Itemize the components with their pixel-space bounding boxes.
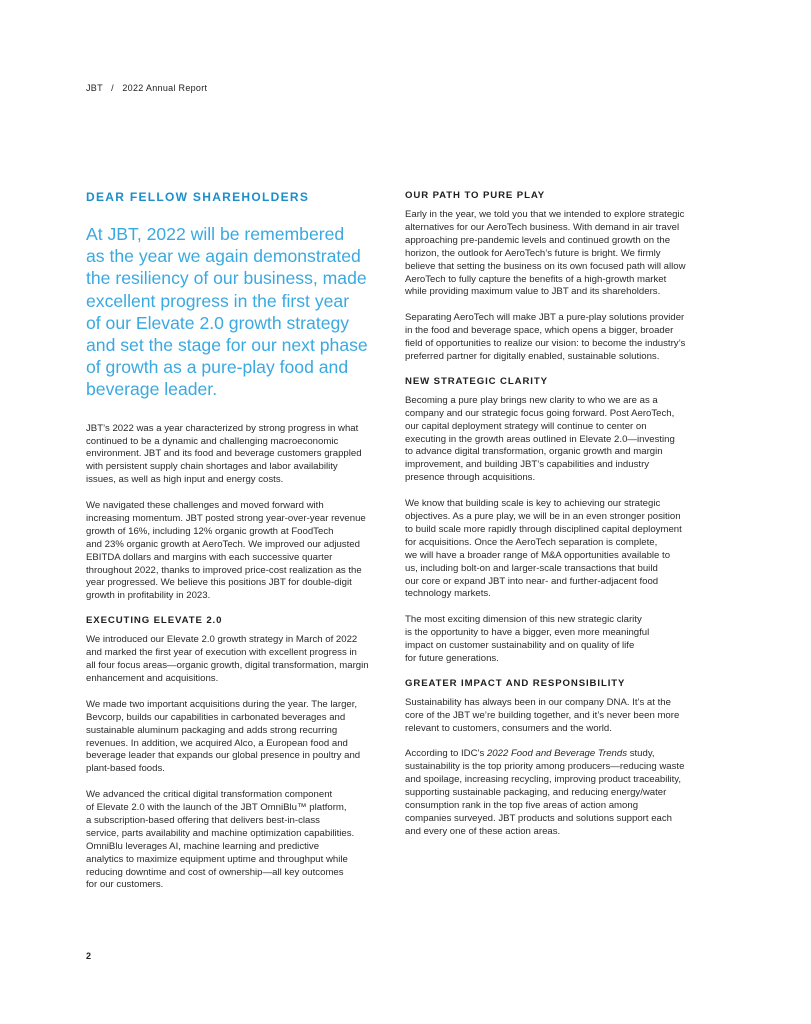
- text-line: [405, 748, 710, 761]
- text-line: year progressed. We believe this positions JBT for double-digit: [86, 577, 352, 589]
- text-line: throughout 2022, thanks to improved price-cost realization as the: [86, 564, 362, 576]
- text-line: a subscription-based offering that delivers best-in-class: [86, 814, 320, 826]
- page-number: 2: [86, 951, 92, 961]
- header-brand: JBT: [86, 83, 103, 93]
- text-line: issues, as well as high input and energy costs.: [86, 474, 284, 486]
- text-line: JBT’s 2022 was a year characterized by strong progress in what: [86, 422, 359, 434]
- text-line: Bevcorp, builds our capabilities in carbonated beverages and: [86, 711, 346, 723]
- text-line: all four focus areas—organic growth, digital transformation, margin: [86, 660, 369, 672]
- left-column: [86, 190, 386, 905]
- right-column: [405, 190, 710, 852]
- text-line: We know that building scale is key to achieving our strategic: [405, 498, 661, 510]
- text-line: continued to be a dynamic and challenging macroeconomic: [86, 435, 339, 447]
- text-line: and 23% organic growth at AeroTech. We improved our adjusted: [86, 538, 360, 550]
- text-line: in the food and beverage space, which opens a bigger, broader: [405, 325, 674, 337]
- pull-quote-line: At JBT, 2022 will be remembered: [86, 224, 345, 244]
- text-run: study,: [627, 748, 655, 760]
- text-line: objectives. As a pure play, we will be in an even stronger position: [405, 511, 681, 522]
- text-line: and marked the first year of execution with excellent progress in: [86, 647, 357, 659]
- heading-path-to-pure-play: OUR PATH TO PURE PLAY: [405, 190, 546, 201]
- text-line: and spoilage, increasing recycling, improving product traceability,: [405, 774, 682, 786]
- text-line: impact on customer sustainability and on quality of life: [405, 640, 635, 652]
- text-line: approaching pre-pandemic levels and continued growth on the: [405, 234, 671, 246]
- heading-greater-impact: GREATER IMPACT AND RESPONSIBILITY: [405, 677, 626, 689]
- text-line: sustainability is the top priority among producers—reducing waste: [405, 761, 685, 773]
- text-line: core of the JBT we’re building together, and it’s never been more: [405, 709, 680, 721]
- paragraph-exciting-dimension: [405, 614, 710, 666]
- paragraph-sustainability: [405, 697, 710, 736]
- text-line: with persistent supply chain shortages and labor availability: [86, 461, 338, 473]
- paragraph-acquisitions: [86, 699, 386, 776]
- pull-quote-line: excellent progress in the first year: [86, 290, 350, 311]
- pull-quote-line: as the year we again demonstrated: [86, 246, 361, 267]
- text-line: The most exciting dimension of this new strategic clarity: [405, 614, 642, 626]
- text-line: preferred partner for digitally enabled, sustainable solutions.: [405, 350, 660, 362]
- pull-quote-line: and set the stage for our next phase: [86, 335, 368, 356]
- text-line: field of opportunities to realize our vision: to become the industry’s: [405, 338, 686, 350]
- text-line: for our customers.: [86, 879, 164, 891]
- heading-strategic-clarity: NEW STRATEGIC CLARITY: [405, 375, 548, 387]
- study-title: 2022 Food and Beverage Trends: [486, 748, 628, 760]
- pull-quote-line: of growth as a pure-play food and: [86, 357, 349, 378]
- text-line: alternatives for our AeroTech business. With demand in air travel: [405, 221, 680, 233]
- header-title: 2022 Annual Report: [122, 83, 208, 93]
- text-line: we will have a broader range of M&A opportunities available to: [405, 549, 671, 561]
- paragraph-pure-play-clarity: [405, 395, 710, 485]
- text-line: environment. JBT and its food and beverage customers grappled: [86, 448, 362, 460]
- text-line: and every one of these action areas.: [405, 825, 561, 837]
- text-line: service, parts availability and machine optimization capabilities.: [86, 827, 355, 839]
- paragraph-scale: [405, 498, 710, 601]
- heading-executing-elevate: EXECUTING ELEVATE 2.0: [86, 615, 223, 627]
- text-line: company and our strategic focus going forward. Post AeroTech,: [405, 407, 675, 419]
- text-line: our capital deployment strategy will continue to center on: [405, 420, 647, 432]
- text-line: while providing maximum value to JBT and its shareholders.: [405, 286, 661, 298]
- text-line: Becoming a pure play brings new clarity to who we are as a: [405, 394, 658, 406]
- text-line: reducing downtime and cost of ownership—all key outcomes: [86, 866, 344, 878]
- text-run: According to IDC’s: [405, 748, 487, 760]
- text-line: technology markets.: [405, 588, 491, 600]
- text-line: We made two important acquisitions during the year. The larger,: [86, 698, 358, 710]
- text-line: sustainable aluminum packaging and adds strong recurring: [86, 724, 338, 736]
- letter-heading: DEAR FELLOW SHAREHOLDERS: [86, 190, 310, 204]
- text-line: OmniBlu leverages AI, machine learning and predictive: [86, 840, 320, 852]
- text-line: growth in profitability in 2023.: [86, 590, 211, 602]
- text-line: for future generations.: [405, 652, 499, 664]
- text-line: Separating AeroTech will make JBT a pure-play solutions provider: [405, 312, 685, 324]
- text-line: to advance digital transformation, organic growth and margin: [405, 446, 663, 458]
- text-line: horizon, the outlook for AeroTech’s future is bright. We firmly: [405, 247, 661, 259]
- text-line: beverage leader that expands our global presence in poultry and: [86, 750, 361, 762]
- text-line: analytics to maximize equipment uptime and throughput while: [86, 853, 348, 865]
- running-header: [86, 83, 207, 93]
- pull-quote-line: of our Elevate 2.0 growth strategy: [86, 312, 350, 333]
- paragraph-intro: [86, 423, 386, 488]
- paragraph-elevate-intro: [86, 634, 386, 686]
- text-line: AeroTech to fully capture the benefits of a high-growth market: [405, 273, 667, 285]
- text-line: growth of 16%, including 12% organic growth at FoodTech: [86, 525, 334, 537]
- text-line: companies surveyed. JBT products and solutions support each: [405, 813, 672, 824]
- header-separator: /: [111, 83, 114, 93]
- paragraph-omniblu: [86, 789, 386, 892]
- pull-quote-line: beverage leader.: [86, 379, 218, 400]
- paragraph-momentum: [86, 500, 386, 603]
- text-line: increasing momentum. JBT posted strong year-over-year revenue: [86, 512, 366, 524]
- text-line: is the opportunity to have a bigger, even more meaningful: [405, 627, 650, 639]
- text-line: EBITDA dollars and margins with each successive quarter: [86, 551, 333, 563]
- text-line: to build scale more rapidly through disciplined capital deployment: [405, 523, 682, 535]
- text-line: executing in the growth areas outlined in Elevate 2.0—investing: [405, 433, 675, 445]
- text-line: improvement, and building JBT’s capabilities and industry: [405, 459, 650, 471]
- text-line: Sustainability has always been in our company DNA. It’s at the: [405, 696, 671, 708]
- paragraph-idc-study: [405, 748, 710, 838]
- text-line: We introduced our Elevate 2.0 growth strategy in March of 2022: [86, 634, 358, 646]
- text-line: us, including bolt-on and larger-scale transactions that build: [405, 562, 658, 574]
- text-line: We advanced the critical digital transformation component: [86, 789, 333, 801]
- text-line: our core or expand JBT into near- and further-adjacent food: [405, 575, 659, 587]
- text-line: enhancement and acquisitions.: [86, 673, 219, 685]
- pull-quote-line: the resiliency of our business, made: [86, 268, 367, 289]
- text-line: We navigated these challenges and moved forward with: [86, 500, 324, 512]
- text-line: presence through acquisitions.: [405, 472, 536, 484]
- text-line: for acquisitions. Once the AeroTech separation is complete,: [405, 536, 658, 548]
- text-line: revenues. In addition, we acquired Alco, a European food and: [86, 737, 348, 749]
- text-line: believe that setting the business on its own focused path will allow: [405, 260, 686, 272]
- text-line: relevant to customers, consumers and the world.: [405, 722, 612, 734]
- paragraph-separation: [405, 312, 710, 364]
- text-line: consumption rank in the top five areas of action among: [405, 800, 639, 812]
- text-line: of Elevate 2.0 with the launch of the JBT OmniBlu™ platform,: [86, 802, 347, 814]
- text-line: supporting sustainable packaging, and reducing energy/water: [405, 787, 667, 799]
- text-line: plant-based foods.: [86, 763, 165, 775]
- paragraph-aerotech-alternatives: [405, 209, 710, 299]
- text-line: Early in the year, we told you that we intended to explore strategic: [405, 209, 685, 220]
- pull-quote: [86, 223, 386, 401]
